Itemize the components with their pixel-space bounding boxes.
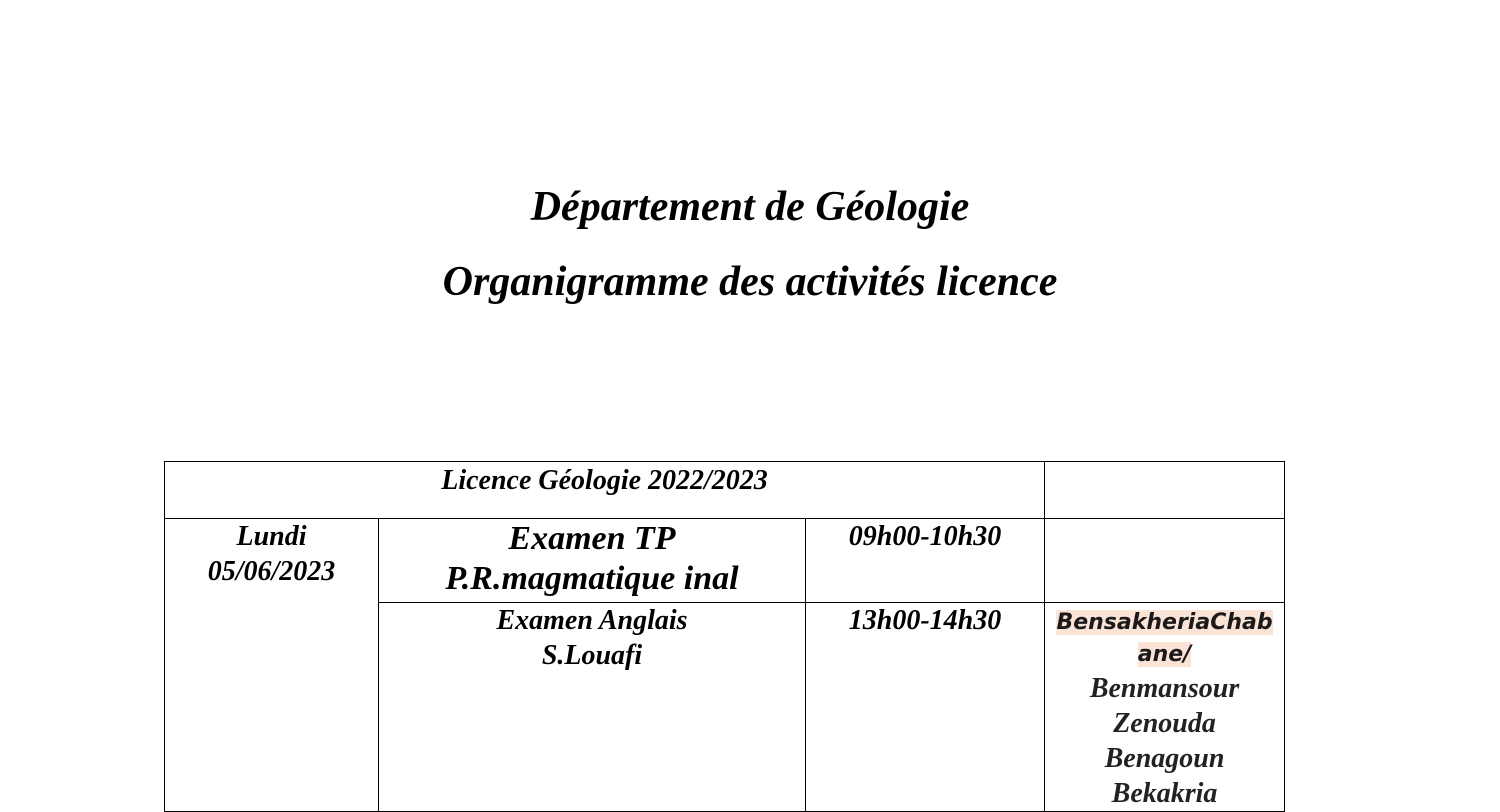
staff-cell [1045, 603, 1285, 812]
exam-title: Examen Anglais [496, 605, 688, 636]
staff-name: Zenouda [1113, 708, 1216, 739]
day-date: 05/06/2023 [207, 556, 336, 587]
table-header-row [165, 462, 1285, 519]
exam-cell [379, 519, 806, 603]
department-title: Département de Géologie [530, 184, 970, 230]
time-cell [806, 603, 1045, 812]
day-name: Lundi [236, 521, 307, 552]
staff-name: Bekakria [1111, 778, 1218, 809]
day-cell [165, 519, 379, 812]
document-subtitle: Organigramme des activités licence [442, 259, 1058, 305]
table-row [165, 519, 1285, 603]
staff-name: Benmansour [1089, 673, 1240, 704]
exam-subject: P.R.magmatique inal [445, 560, 739, 597]
exam-title: Examen TP [508, 520, 676, 557]
time-cell [806, 519, 1045, 603]
exam-time: 13h00-14h30 [848, 605, 1002, 636]
exam-cell [379, 603, 806, 812]
empty-header-cell [1045, 462, 1285, 519]
exam-time: 09h00-10h30 [848, 521, 1002, 552]
staff-cell-empty [1045, 519, 1285, 603]
schedule-table [164, 461, 1285, 812]
table-title-cell [165, 462, 1045, 519]
exam-teacher: S.Louafi [541, 640, 643, 671]
table-title: Licence Géologie 2022/2023 [441, 465, 768, 496]
staff-name: Benagoun [1104, 743, 1225, 774]
highlighted-staff-name: BensakheriaChab ane/ [1056, 610, 1273, 667]
